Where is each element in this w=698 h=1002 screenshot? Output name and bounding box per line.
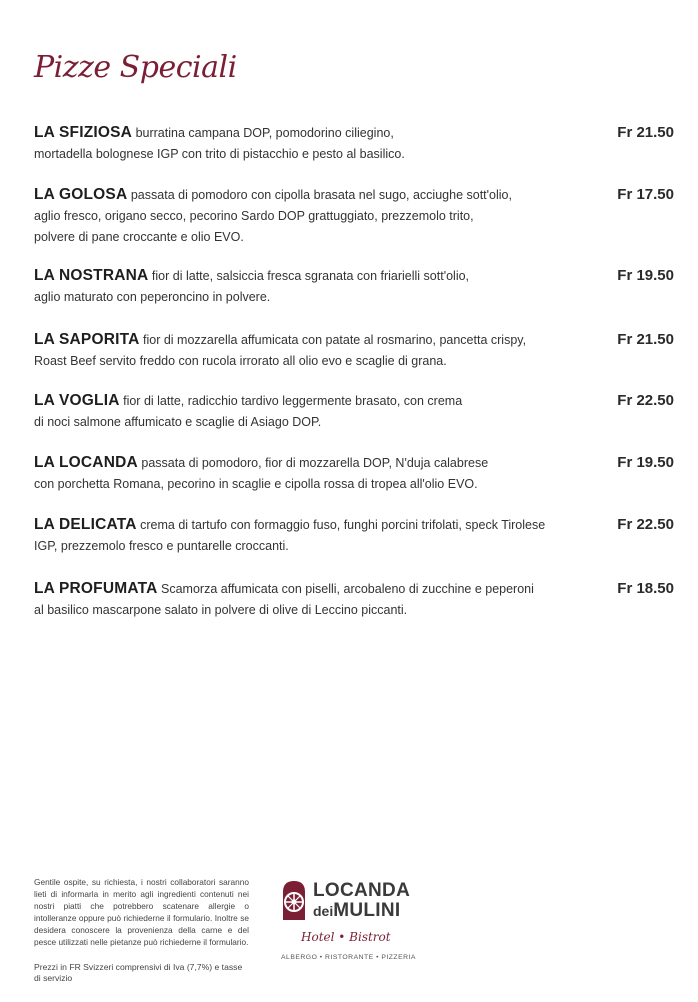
price-note: Prezzi in FR Svizzeri comprensivi di Iva (7,7%) e tasse di servizio (34, 962, 243, 983)
item-price: Fr 17.50 (617, 186, 674, 203)
restaurant-logo (279, 876, 429, 976)
item-description: fior di latte, salsiccia fresca sgranata con friarielli sott'olio, (151, 269, 470, 283)
menu-item-la-nostrana (34, 265, 674, 308)
item-description: Scamorza affumicata con piselli, arcobaleno di zucchine e peperoni (161, 582, 534, 596)
page-title: Pizze Speciali (34, 50, 237, 85)
item-description: aglio maturato con peperoncino in polvere. (34, 290, 271, 304)
menu-item-la-locanda (34, 452, 674, 495)
item-name: LA SFIZIOSA (34, 124, 133, 141)
menu-item-la-delicata (34, 514, 674, 557)
item-description: fior di mozzarella affumicata con patate al rosmarino, pancetta crispy, (143, 333, 527, 347)
item-name: LA GOLOSA (34, 186, 128, 203)
item-name: LA NOSTRANA (34, 267, 149, 284)
menu-item-la-saporita (34, 329, 674, 372)
item-description: con porchetta Romana, pecorino in scaglie e cipolla rossa di tropea all'olio EVO. (34, 477, 478, 491)
menu-item-la-profumata (34, 578, 674, 621)
mill-wheel-icon (279, 878, 309, 922)
logo-mulini: MULINI (333, 900, 401, 921)
item-description: aglio fresco, origano secco, pecorino Sardo DOP grattuggiato, prezzemolo trito, (34, 209, 474, 223)
item-description: crema di tartufo con formaggio fuso, funghi porcini trifolati, speck Tirolese (140, 518, 546, 532)
menu-item-la-golosa (34, 184, 674, 248)
item-price: Fr 21.50 (617, 124, 674, 141)
item-description: passata di pomodoro con cipolla brasata nel sugo, acciughe sott'olio, (130, 188, 512, 202)
item-description: al basilico mascarpone salato in polvere di olive di Leccino piccanti. (34, 603, 408, 617)
logo-tagline: Hotel • Bistrot (301, 930, 391, 944)
item-price: Fr 19.50 (617, 267, 674, 284)
item-name: LA VOGLIA (34, 392, 120, 409)
logo-name-line2 (313, 900, 400, 922)
item-description: fior di latte, radicchio tardivo leggermente brasato, con crema (123, 394, 463, 408)
logo-dei: dei (313, 903, 334, 919)
item-price: Fr 19.50 (617, 454, 674, 471)
item-price: Fr 22.50 (617, 516, 674, 533)
logo-name-line1: LOCANDA (313, 880, 411, 901)
item-name: LA SAPORITA (34, 331, 140, 348)
item-description: di noci salmone affumicato e scaglie di Asiago DOP. (34, 415, 322, 429)
menu-item-la-sfiziosa (34, 122, 674, 165)
item-description: burratina campana DOP, pomodorino ciliegino, (135, 126, 394, 140)
item-description: mortadella bolognese IGP con trito di pistacchio e pesto al basilico. (34, 147, 405, 161)
item-name: LA LOCANDA (34, 454, 138, 471)
item-price: Fr 21.50 (617, 331, 674, 348)
allergen-note: Gentile ospite, su richiesta, i nostri collaboratori saranno lieti di informarla in merito agli ingredienti contenuti nei nostri piatti che potrebbero scatenare allergie o intolleranze oppure può richiederne il formulario. Inoltre se desidera conoscere la provenienza della carne e del pesce utilizzati nelle pietanze può richiederne il formulario. (34, 877, 249, 947)
item-price: Fr 22.50 (617, 392, 674, 409)
menu-item-la-voglia (34, 390, 674, 433)
item-name: LA DELICATA (34, 516, 137, 533)
item-description: polvere di pane croccante e olio EVO. (34, 230, 244, 244)
item-price: Fr 18.50 (617, 580, 674, 597)
logo-subline: ALBERGO • RISTORANTE • PIZZERIA (281, 954, 416, 961)
item-description: passata di pomodoro, fior di mozzarella DOP, N'duja calabrese (141, 456, 489, 470)
item-name: LA PROFUMATA (34, 580, 158, 597)
item-description: IGP, prezzemolo fresco e puntarelle croccanti. (34, 539, 289, 553)
item-description: Roast Beef servito freddo con rucola irrorato all olio evo e scaglie di grana. (34, 354, 447, 368)
